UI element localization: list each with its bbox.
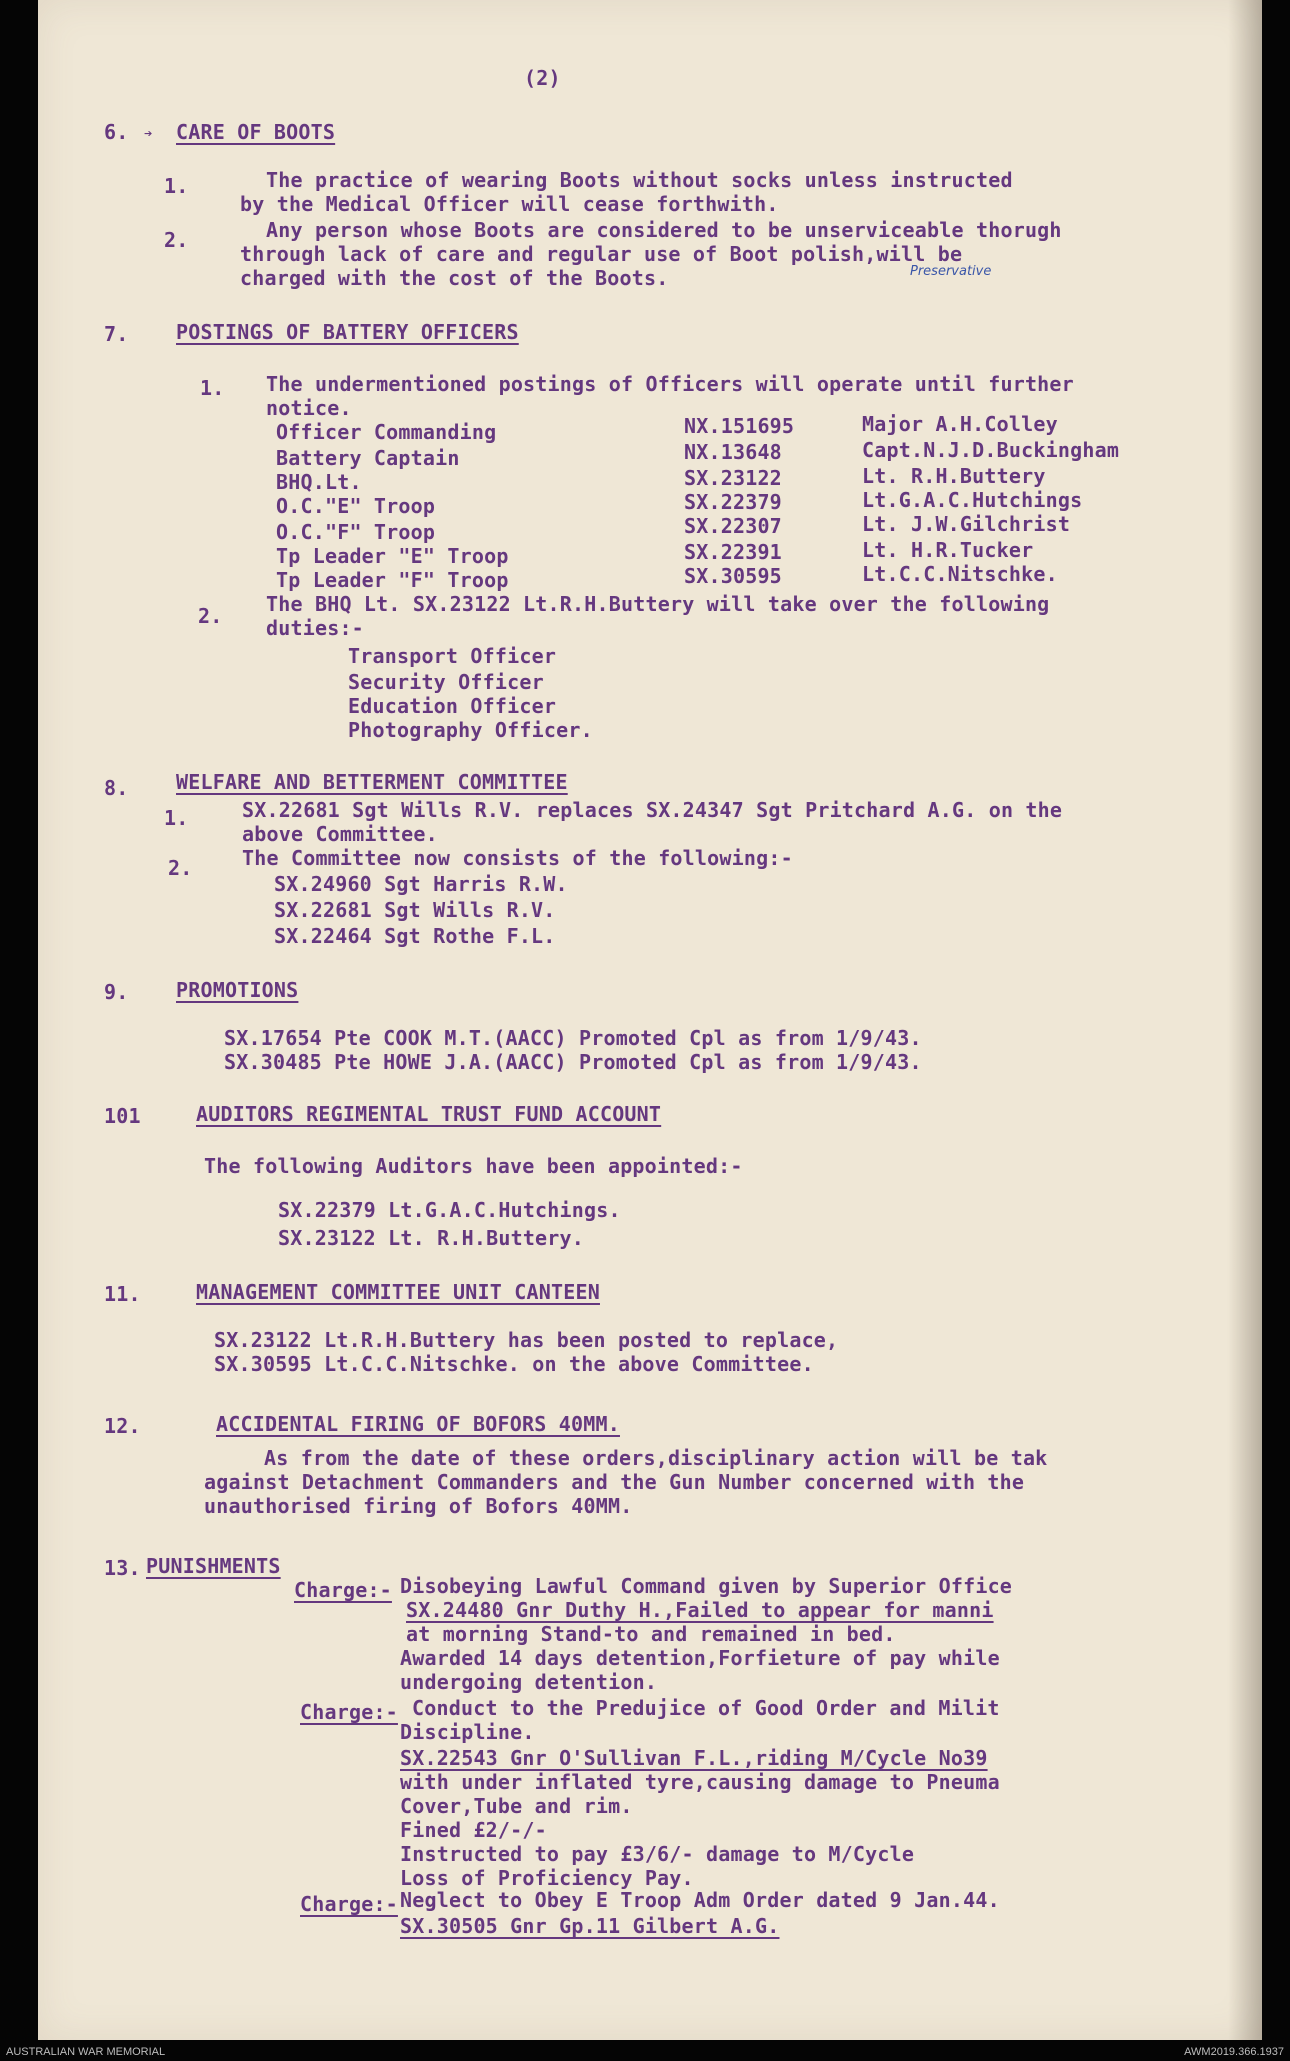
charge-label: Charge:- [294,1578,392,1602]
charge-line: with under inflated tyre,causing damage to Pneuma [400,1770,1000,1794]
section-12-title: ACCIDENTAL FIRING OF BOFORS 40MM. [216,1412,620,1436]
footer-accession-number: AWM2019.366.1937 [1184,2046,1284,2058]
charge-line: Fined £2/-/- [400,1818,547,1842]
posting-number: SX.22391 [684,540,782,564]
section-11-line: SX.23122 Lt.R.H.Buttery has been posted to replace, [214,1328,839,1352]
section-6-item-1-line: by the Medical Officer will cease forthwith. [240,192,779,216]
charge-line: undergoing detention. [400,1670,658,1694]
charge-line: SX.24480 Gnr Duthy H.,Failed to appear for manni [406,1598,994,1622]
handwritten-annotation: Preservative [910,264,992,279]
section-8-item-1-number: 1. [164,806,189,830]
auditor-entry: SX.23122 Lt. R.H.Buttery. [278,1226,585,1250]
section-8-item-1-line: above Committee. [242,822,438,846]
section-9-number: 9. [104,980,129,1004]
posting-number: NX.151695 [684,414,795,438]
posting-role: Tp Leader "E" Troop [276,544,509,568]
section-6-item-2-line: charged with the cost of the Boots. [240,266,669,290]
posting-name: Lt. R.H.Buttery [862,464,1046,488]
section-12-line: As from the date of these orders,disciplinary action will be tak [264,1446,1048,1470]
section-7-item-1-line: The undermentioned postings of Officers will operate until further [266,372,1074,396]
promotion-line: SX.30485 Pte HOWE J.A.(AACC) Promoted Cpl as from 1/9/43. [224,1050,922,1074]
section-8-item-2-number: 2. [168,856,193,880]
posting-name: Capt.N.J.D.Buckingham [862,438,1120,462]
duty-item: Security Officer [348,670,544,694]
charge-line: Disobeying Lawful Command given by Superior Office [400,1574,1013,1598]
duty-item: Photography Officer. [348,718,593,742]
section-8-title: WELFARE AND BETTERMENT COMMITTEE [176,770,568,794]
section-13-title: PUNISHMENTS [146,1554,281,1578]
section-10-number: 101 [104,1104,141,1128]
section-9-title: PROMOTIONS [176,978,299,1002]
footer-source-label: AUSTRALIAN WAR MEMORIAL [6,2046,166,2058]
section-6-item-2-number: 2. [164,228,189,252]
promotion-line: SX.17654 Pte COOK M.T.(AACC) Promoted Cpl as from 1/9/43. [224,1026,922,1050]
section-7-item-1-line: notice. [266,396,352,420]
duty-item: Education Officer [348,694,557,718]
section-6-item-2-line: through lack of care and regular use of Boot polish,will be [240,242,963,266]
section-6-number: 6. [104,120,129,144]
committee-member: SX.22681 Sgt Wills R.V. [274,898,556,922]
charge-line: Conduct to the Predujice of Good Order and Milit [412,1696,1000,1720]
charge-line: Instructed to pay £3/6/- damage to M/Cycle [400,1842,915,1866]
charge-line: Discipline. [400,1720,535,1744]
posting-number: SX.22379 [684,490,782,514]
section-12-number: 12. [104,1414,141,1438]
section-11-title: MANAGEMENT COMMITTEE UNIT CANTEEN [196,1280,600,1304]
section-10-line: The following Auditors have been appointed:- [204,1154,743,1178]
committee-member: SX.22464 Sgt Rothe F.L. [274,924,556,948]
posting-name: Major A.H.Colley [862,412,1058,436]
duty-item: Transport Officer [348,644,557,668]
posting-role: O.C."F" Troop [276,520,436,544]
posting-number: SX.30595 [684,564,782,588]
posting-number: SX.22307 [684,514,782,538]
document-page [38,0,1262,2040]
charge-line: SX.30505 Gnr Gp.11 Gilbert A.G. [400,1914,780,1938]
section-8-item-2-line: The Committee now consists of the following:- [242,846,793,870]
section-7-item-2-number: 2. [198,604,223,628]
charge-line: Neglect to Obey E Troop Adm Order dated 9 Jan.44. [400,1888,1000,1912]
section-6-item-1-line: The practice of wearing Boots without socks unless instructed [266,168,1013,192]
charge-line: Cover,Tube and rim. [400,1794,633,1818]
section-7-item-2-line: The BHQ Lt. SX.23122 Lt.R.H.Buttery will take over the following [266,592,1050,616]
section-13-number: 13. [104,1556,141,1580]
charge-line: at morning Stand-to and remained in bed. [406,1622,896,1646]
section-6-title: CARE OF BOOTS [176,120,336,144]
section-11-line: SX.30595 Lt.C.C.Nitschke. on the above Committee. [214,1352,814,1376]
committee-member: SX.24960 Sgt Harris R.W. [274,872,568,896]
section-8-number: 8. [104,776,129,800]
section-7-number: 7. [104,322,129,346]
posting-name: Lt. J.W.Gilchrist [862,512,1071,536]
posting-name: Lt.G.A.C.Hutchings [862,488,1083,512]
auditor-entry: SX.22379 Lt.G.A.C.Hutchings. [278,1198,621,1222]
posting-role: BHQ.Lt. [276,470,362,494]
charge-line: Awarded 14 days detention,Forfieture of pay while [400,1646,1000,1670]
posting-name: Lt.C.C.Nitschke. [862,562,1058,586]
posting-number: NX.13648 [684,440,782,464]
arrow-mark-icon: ➔ [144,126,153,142]
section-8-item-1-line: SX.22681 Sgt Wills R.V. replaces SX.24347 Sgt Pritchard A.G. on the [242,798,1063,822]
page-number: (2) [524,66,561,90]
section-6-item-1-number: 1. [164,174,189,198]
section-7-item-2-line: duties:- [266,616,364,640]
section-6-item-2-line: Any person whose Boots are considered to be unserviceable thorugh [266,218,1062,242]
charge-label: Charge:- [300,1700,398,1724]
section-12-line: unauthorised firing of Bofors 40MM. [204,1494,633,1518]
section-11-number: 11. [104,1282,141,1306]
posting-role: Tp Leader "F" Troop [276,568,509,592]
section-10-title: AUDITORS REGIMENTAL TRUST FUND ACCOUNT [196,1102,662,1126]
posting-role: Officer Commanding [276,420,497,444]
posting-name: Lt. H.R.Tucker [862,538,1034,562]
charge-label: Charge:- [300,1892,398,1916]
section-7-item-1-number: 1. [200,376,225,400]
charge-line: Loss of Proficiency Pay. [400,1866,694,1890]
section-7-title: POSTINGS OF BATTERY OFFICERS [176,320,519,344]
posting-number: SX.23122 [684,466,782,490]
section-12-line: against Detachment Commanders and the Gun Number concerned with the [204,1470,1025,1494]
posting-role: Battery Captain [276,446,460,470]
charge-line: SX.22543 Gnr O'Sullivan F.L.,riding M/Cycle No39 [400,1746,988,1770]
posting-role: O.C."E" Troop [276,494,436,518]
